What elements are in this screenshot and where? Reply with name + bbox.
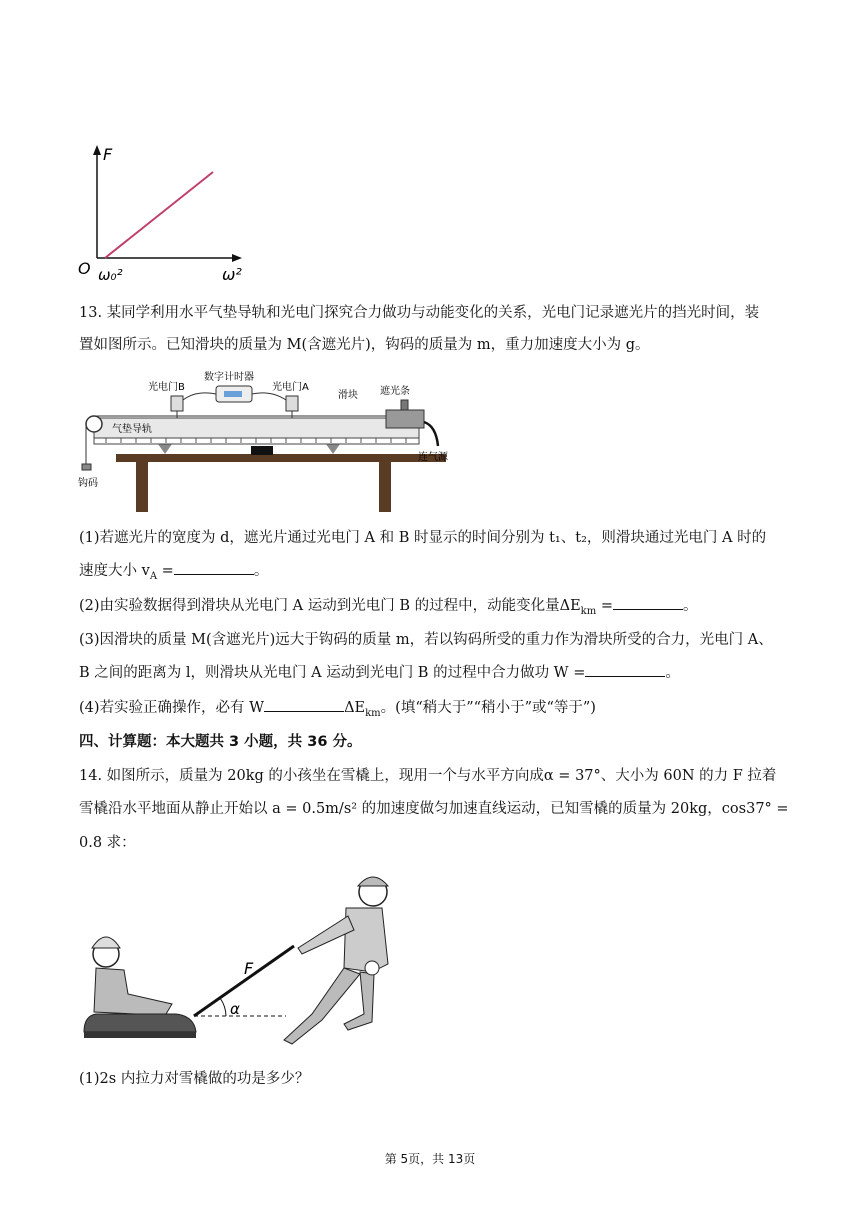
label-rail: 气垫导轨 <box>112 424 152 435</box>
graph-origin-label: O <box>78 259 91 278</box>
air-track-figure <box>76 366 476 516</box>
q13-p1-line1: (1)若遮光片的宽度为 d，遮光片通过光电门 A 和 B 时显示的时间分别为 t₁、t₂，则滑块通过光电门 A 时的 <box>79 530 767 546</box>
q13-p3-line2: B 之间的距离为 l，则滑块从光电门 A 运动到光电门 B 的过程中合力做功 W = 。 <box>79 662 784 684</box>
sled-angle-label: α <box>230 1000 240 1018</box>
q14-line3: 0.8 求： <box>79 835 136 851</box>
sled-figure <box>76 864 406 1054</box>
graph-y-label: F <box>103 145 113 164</box>
graph-x0-label: ω₀² <box>98 266 123 284</box>
label-gate-b: 光电门B <box>148 382 185 393</box>
f-omega-graph <box>70 140 260 290</box>
q13-line1: 13. 某同学利用水平气垫导轨和光电门探究合力做功与动能变化的关系，光电门记录遮光片的挡光时间，装 <box>79 305 760 321</box>
label-strip: 遮光条 <box>380 386 410 397</box>
q13-line2: 置如图所示。已知滑块的质量为 M(含遮光片)，钩码的质量为 m，重力加速度大小为 g。 <box>79 337 650 353</box>
label-timer: 数字计时器 <box>204 372 254 383</box>
q14-p1: (1)2s 内拉力对雪橇做的功是多少？ <box>79 1071 310 1087</box>
sled-force-label: F <box>244 959 254 978</box>
label-slider: 滑块 <box>338 390 358 401</box>
label-gate-a: 光电门A <box>272 382 309 393</box>
q13-p2: (2)由实验数据得到滑块从光电门 A 运动到光电门 B 的过程中，动能变化量$\Delta E_{km}$ = 。 <box>79 595 784 623</box>
q13-p3-line1: (3)因滑块的质量 M(含遮光片)远大于钩码的质量 m，若以钩码所受的重力作为滑块所受的合力，光电门 A、 <box>79 632 773 648</box>
q13-p1-line2: 速度大小 $v_A$ = 。 <box>79 560 784 588</box>
q14-line1: 14. 如图所示，质量为 20kg 的小孩坐在雪橇上，现用一个与水平方向成α = 37°、大小为 60N 的力 F 拉着 <box>79 768 777 784</box>
graph-x-label: ω² <box>222 265 242 284</box>
page-footer: 第 5页，共 13页 <box>384 1152 476 1166</box>
q14-line2: 雪橇沿水平地面从静止开始以 a = 0.5m/s² 的加速度做匀加速直线运动，已知雪橇的质量为 20kg，cos37° = <box>79 801 789 817</box>
q13-p4: (4)若实验正确操作，必有 W $\Delta E_{km}$。(填“稍大于”“稍小于”或“等于”) <box>79 697 784 725</box>
section-4-heading: 四、计算题：本大题共 3 小题，共 36 分。 <box>79 734 362 750</box>
label-weight: 钩码 <box>78 478 98 489</box>
label-air: 连气源 <box>418 452 448 463</box>
